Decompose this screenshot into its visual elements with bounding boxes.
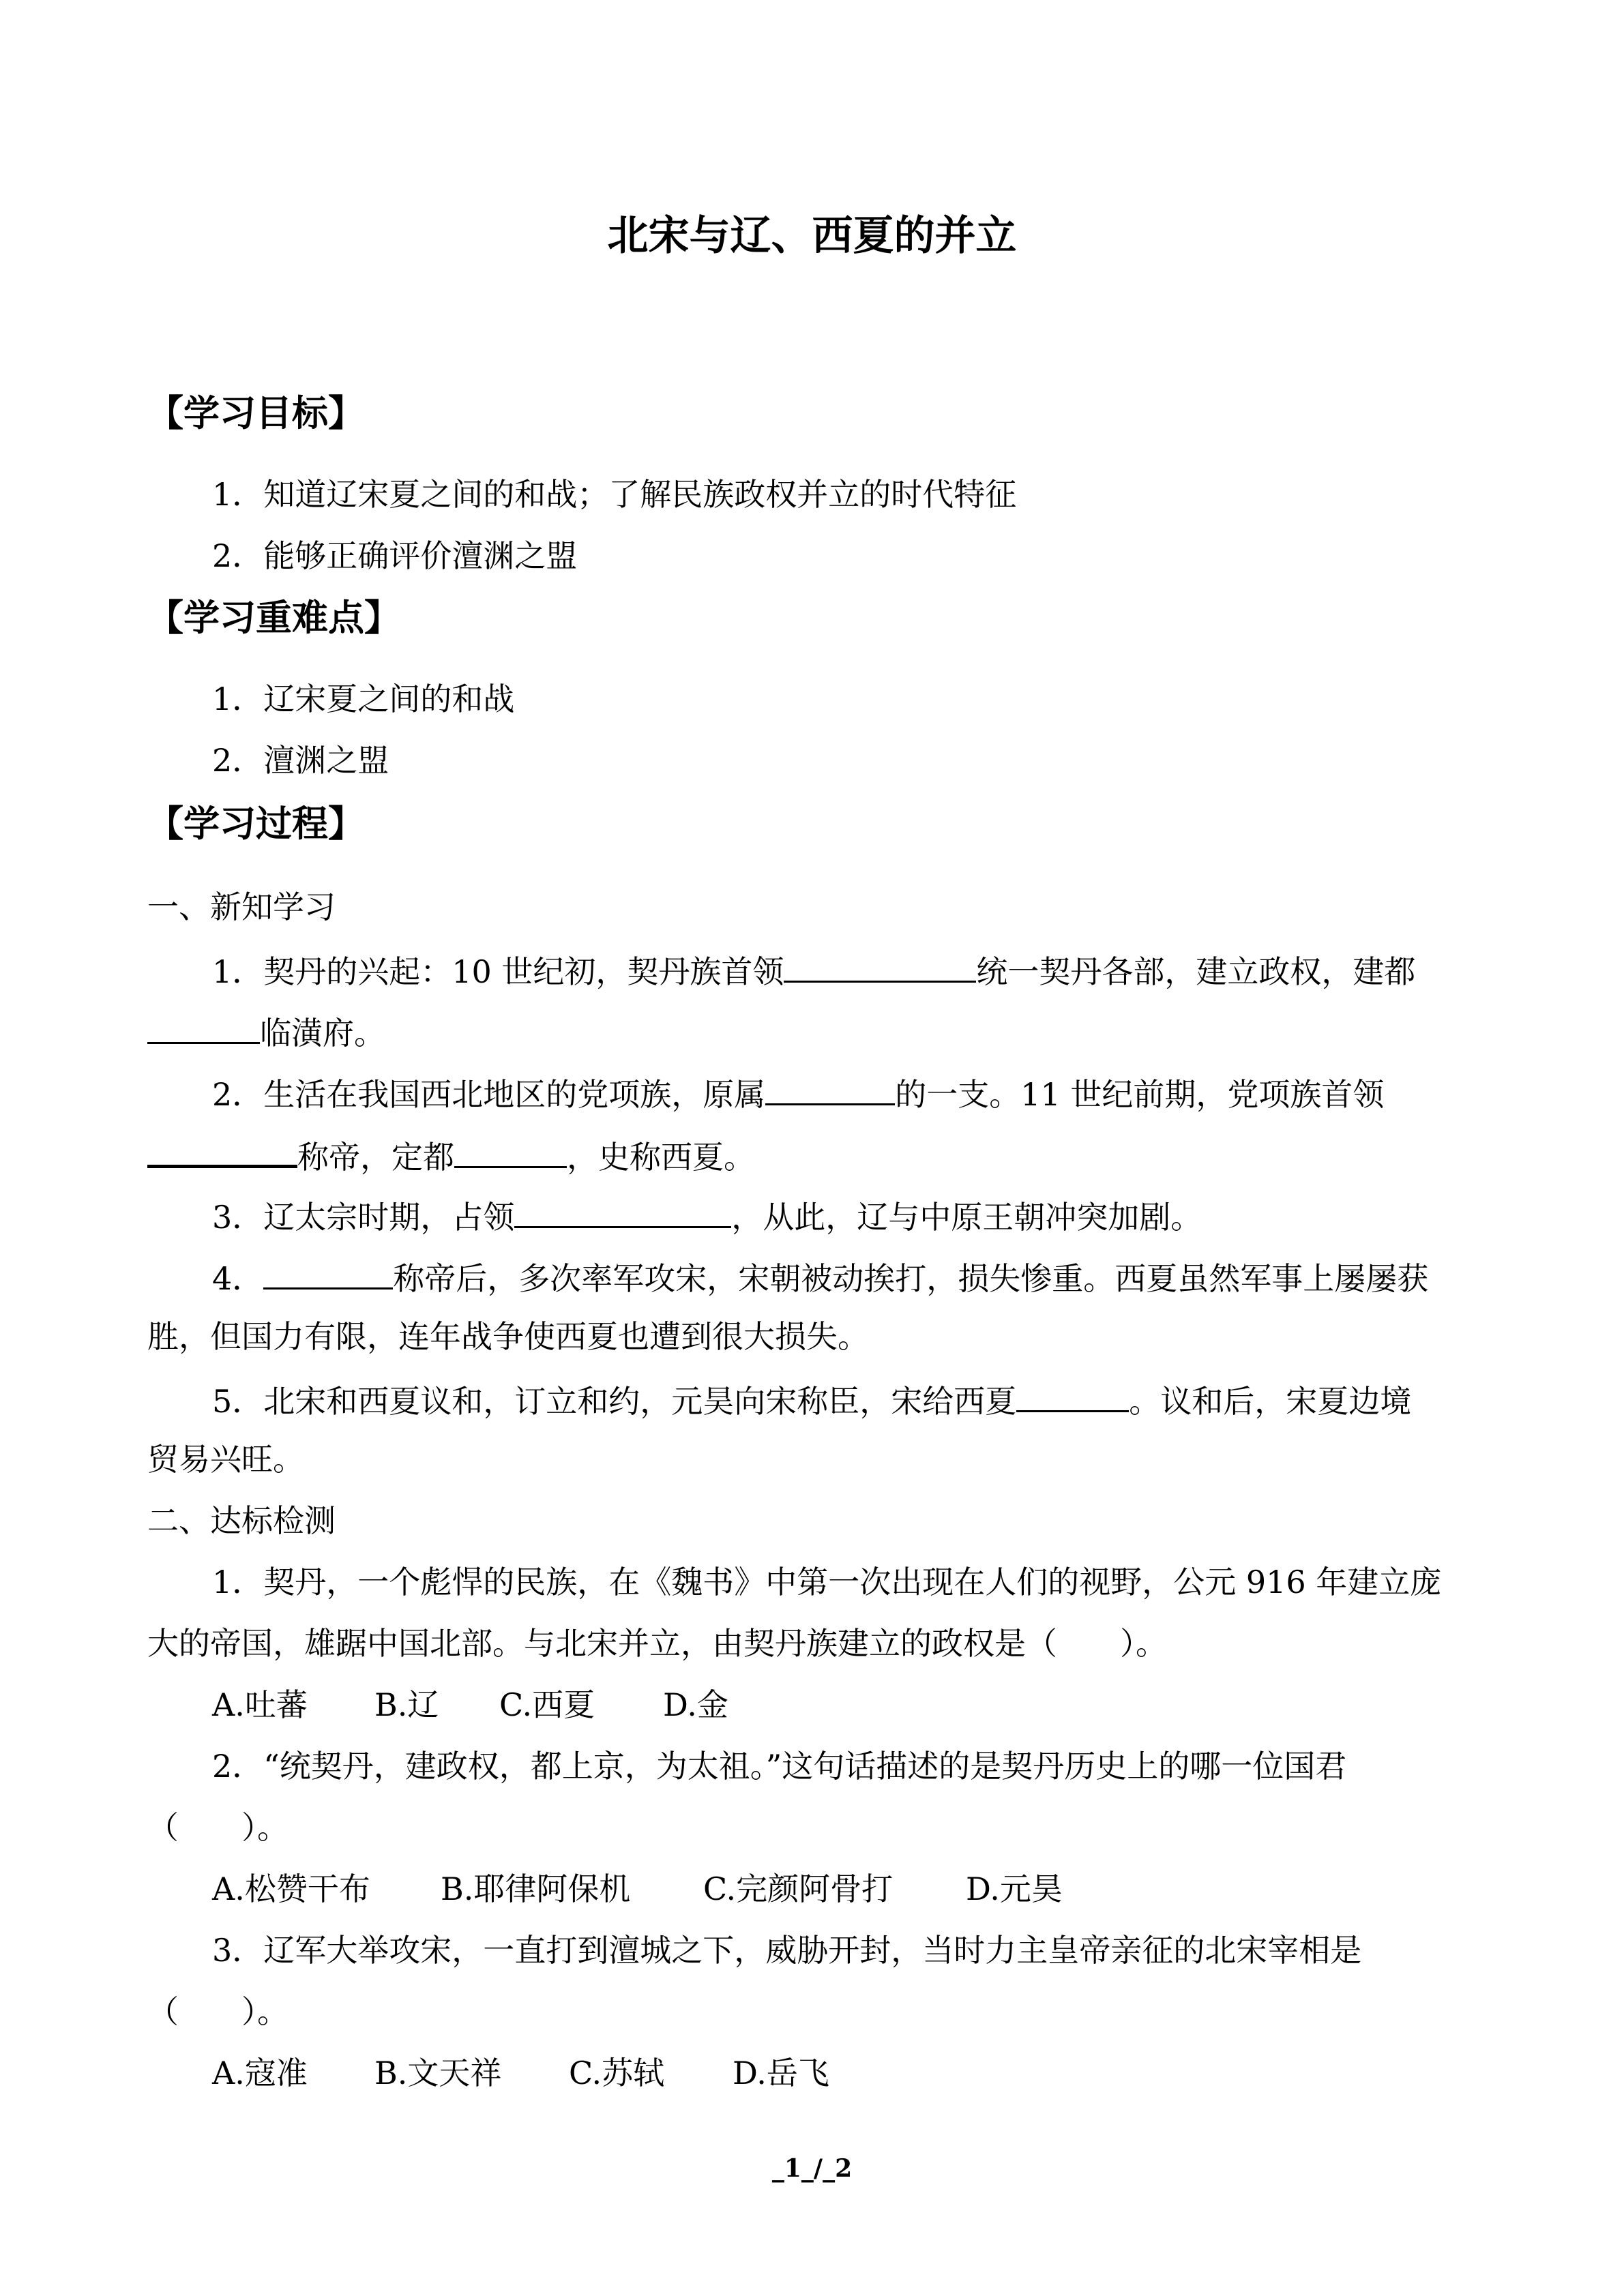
heading-objectives: 【学习目标】 — [147, 393, 364, 434]
heading-key-points: 【学习重难点】 — [147, 597, 400, 639]
key-point-item-1: 1．辽宋夏之间的和战 — [212, 681, 515, 717]
text: 的一支。11 世纪前期，党项族首领 — [895, 1076, 1385, 1113]
key-point-item-2: 2．澶渊之盟 — [212, 742, 389, 779]
test-q3-options — [212, 2046, 829, 2100]
text: 3．辽太宗时期，占领 — [212, 1199, 515, 1236]
new-knowledge-q5-line2: 贸易兴旺。 — [147, 1441, 304, 1478]
option-c[interactable]: C.完颜阿骨打 — [703, 1870, 894, 1907]
option-c[interactable]: C.西夏 — [499, 1686, 595, 1723]
new-knowledge-q1-line2 — [147, 1002, 385, 1060]
new-knowledge-q5-line1 — [212, 1371, 1411, 1429]
text: 。议和后，宋夏边境 — [1129, 1383, 1412, 1420]
test-q1-line1: 1．契丹，一个彪悍的民族，在《魏书》中第一次出现在人们的视野，公元 916 年建立庞 — [212, 1564, 1442, 1600]
objective-item-2: 2．能够正确评价澶渊之盟 — [212, 537, 578, 574]
fill-blank[interactable] — [263, 1248, 393, 1289]
fill-blank[interactable] — [147, 1002, 260, 1044]
text: 临潢府。 — [260, 1015, 385, 1052]
test-q1-line2: 大的帝国，雄踞中国北部。与北宋并立，由契丹族建立的政权是（ ）。 — [147, 1625, 1167, 1662]
text: 称帝，定都 — [297, 1139, 454, 1176]
text: ，从此，辽与中原王朝冲突加剧。 — [731, 1199, 1202, 1236]
fill-blank[interactable] — [784, 941, 976, 983]
fill-blank[interactable] — [454, 1127, 567, 1168]
new-knowledge-q4-line1 — [212, 1248, 1428, 1306]
test-q2-options — [212, 1862, 1063, 1916]
text: 统一契丹各部，建立政权，建都 — [976, 953, 1416, 990]
heading-process: 【学习过程】 — [147, 803, 364, 845]
option-c[interactable]: C.苏轼 — [569, 2055, 665, 2091]
test-q1-options — [212, 1678, 728, 1732]
fill-blank[interactable] — [147, 1125, 297, 1168]
text: 1．契丹的兴起：10 世纪初，契丹族首领 — [212, 953, 784, 990]
fill-blank[interactable] — [1016, 1371, 1129, 1412]
option-b[interactable]: B.文天祥 — [374, 2055, 502, 2091]
objective-item-1: 1．知道辽宋夏之间的和战；了解民族政权并立的时代特征 — [212, 476, 1017, 513]
test-q3-line1: 3．辽军大举攻宋，一直打到澶城之下，威胁开封，当时力主皇帝亲征的北宋宰相是 — [212, 1932, 1362, 1969]
option-b[interactable]: B.耶律阿保机 — [441, 1870, 631, 1907]
new-knowledge-q3 — [212, 1187, 1202, 1244]
option-d[interactable]: D.金 — [663, 1686, 728, 1723]
option-a[interactable]: A.寇准 — [212, 2055, 308, 2091]
new-knowledge-q2-line2 — [147, 1125, 755, 1184]
option-d[interactable]: D.元昊 — [966, 1870, 1063, 1907]
text: ，史称西夏。 — [567, 1139, 755, 1176]
text: 4． — [212, 1260, 264, 1297]
test-q2-line1: 2．“统契丹，建政权，都上京，为太祖。”这句话描述的是契丹历史上的哪一位国君 — [212, 1748, 1347, 1785]
new-knowledge-q4-line2: 胜，但国力有限，连年战争使西夏也遭到很大损失。 — [147, 1318, 869, 1355]
option-a[interactable]: A.松赞干布 — [212, 1870, 370, 1907]
test-q2-line2: （ ）。 — [147, 1809, 289, 1846]
option-a[interactable]: A.吐蕃 — [212, 1686, 308, 1723]
new-knowledge-q2-line1 — [212, 1064, 1384, 1122]
new-knowledge-q1-line1 — [212, 941, 1415, 999]
subheading-new-knowledge: 一、新知学习 — [147, 889, 336, 925]
subheading-test: 二、达标检测 — [147, 1502, 336, 1539]
option-d[interactable]: D.岳飞 — [733, 2055, 829, 2091]
page-number: _1_/_2 — [771, 2154, 853, 2183]
fill-blank[interactable] — [765, 1064, 895, 1105]
page-title: 北宋与辽、西夏的并立 — [607, 212, 1017, 260]
fill-blank[interactable] — [514, 1187, 731, 1228]
option-b[interactable]: B.辽 — [374, 1686, 439, 1723]
text: 2．生活在我国西北地区的党项族，原属 — [212, 1076, 766, 1113]
text: 称帝后，多次率军攻宋，宋朝被动挨打，损失惨重。西夏虽然军事上屡屡获 — [393, 1260, 1429, 1297]
test-q3-line2: （ ）。 — [147, 1993, 289, 2030]
text: 5．北宋和西夏议和，订立和约，元昊向宋称臣，宋给西夏 — [212, 1383, 1017, 1420]
